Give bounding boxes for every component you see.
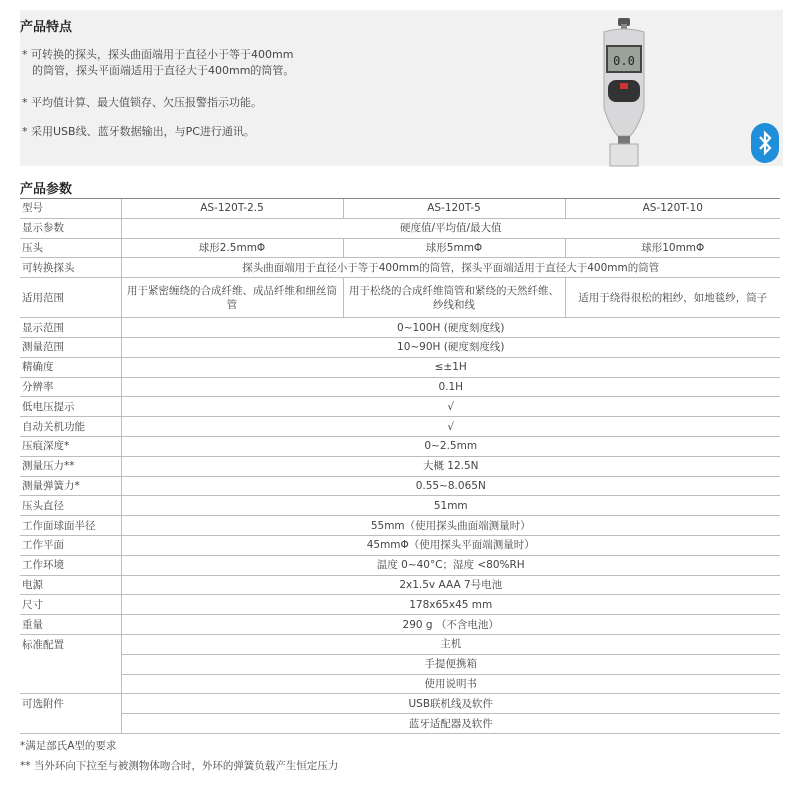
cell: 球形5mmΦ [343,238,565,258]
table-row [20,496,780,516]
row-label: 压头 [20,238,121,258]
row-label: 测量弹簧力* [20,476,121,496]
table-row [20,436,780,456]
table-row [20,357,780,377]
cell: 55mm（使用探头曲面端测量时） [121,516,780,536]
table-row [20,516,780,536]
cell: 51mm [121,496,780,516]
feature-line: * 采用USB线、蓝牙数据输出，与PC进行通讯。 [22,125,255,138]
cell: 使用说明书 [121,674,780,694]
row-label: 工作环境 [20,555,121,575]
row-label: 重量 [20,615,121,635]
cell: 0.1H [121,377,780,397]
cell: 手提便携箱 [121,654,780,674]
row-label: 工作平面 [20,535,121,555]
table-row [20,555,780,575]
row-label: 分辨率 [20,377,121,397]
row-label: 测量范围 [20,337,121,357]
table-row [20,397,780,417]
table-row [20,595,780,615]
cell: 178x65x45 mm [121,595,780,615]
table-row [20,417,780,437]
table-row [20,377,780,397]
cell: 0.55~8.065N [121,476,780,496]
row-label: 可转换探头 [20,258,121,278]
cell: 探头曲面端用于直径小于等于400mm的筒管，探头平面端适用于直径大于400mm的筒管 [121,258,780,278]
row-label: 可选附件 [20,694,121,734]
footnote: ** 当外环向下拉至与被测物体吻合时，外环的弹簧负载产生恒定压力 [20,760,339,772]
table-row [20,456,780,476]
cell: 蓝牙适配器及软件 [121,714,780,734]
cell: USB联机线及软件 [121,694,780,714]
hardness-tester-image [598,18,650,168]
table-row [20,634,780,654]
table-row [20,278,780,318]
table-row [20,199,780,219]
table-row [20,694,780,714]
cell: 45mmΦ（使用探头平面端测量时） [121,535,780,555]
feature-line: 的筒管，探头平面端适用于直径大于400mm的筒管。 [32,64,295,77]
table-row [20,238,780,258]
cell: √ [121,397,780,417]
table-row [20,674,780,694]
table-row [20,714,780,734]
row-label: 标准配置 [20,634,121,693]
features-panel [20,10,783,166]
device-reading: 0.0 [613,54,635,68]
cell: 球形10mmΦ [565,238,780,258]
cell: 用于松绕的合成纤维筒管和紧绕的天然纤维、纱线和线 [343,278,565,318]
row-label: 自动关机功能 [20,417,121,437]
row-label: 精确度 [20,357,121,377]
cell: 10~90H (硬度刻度线) [121,337,780,357]
cell: ≤±1H [121,357,780,377]
row-label: 电源 [20,575,121,595]
cell: 适用于绕得很松的粗纱，如地毯纱，筒子 [565,278,780,318]
cell: √ [121,417,780,437]
bluetooth-icon [751,123,779,163]
row-label: 显示参数 [20,218,121,238]
table-row [20,476,780,496]
row-label: 测量压力** [20,456,121,476]
feature-line: * 平均值计算、最大值锁存、欠压报警指示功能。 [22,96,262,109]
row-label: 显示范围 [20,318,121,338]
row-label: 压痕深度* [20,436,121,456]
spec-table [20,198,780,734]
table-row [20,535,780,555]
row-label: 适用范围 [20,278,121,318]
cell: 0~100H (硬度刻度线) [121,318,780,338]
cell: 硬度值/平均值/最大值 [121,218,780,238]
cell: AS-120T-2.5 [121,199,343,219]
cell: 0~2.5mm [121,436,780,456]
table-row [20,575,780,595]
cell: 用于紧密缠绕的合成纤维、成品纤维和细丝筒管 [121,278,343,318]
features-title: 产品特点 [20,20,73,35]
cell: 主机 [121,634,780,654]
cell: AS-120T-10 [565,199,780,219]
table-row [20,654,780,674]
params-title: 产品参数 [20,182,73,197]
cell: 温度 0~40°C；湿度 <80%RH [121,555,780,575]
table-row [20,218,780,238]
cell: 290 g （不含电池） [121,615,780,635]
row-label: 型号 [20,199,121,219]
cell: 大概 12.5N [121,456,780,476]
row-label: 压头直径 [20,496,121,516]
feature-line: * 可转换的探头，探头曲面端用于直径小于等于400mm [22,48,294,61]
row-label: 工作面球面半径 [20,516,121,536]
row-label: 低电压提示 [20,397,121,417]
cell: 2x1.5v AAA 7号电池 [121,575,780,595]
table-row [20,615,780,635]
table-row [20,318,780,338]
footnote: *满足部氏A型的要求 [20,740,117,752]
table-row [20,337,780,357]
cell: 球形2.5mmΦ [121,238,343,258]
cell: AS-120T-5 [343,199,565,219]
row-label: 尺寸 [20,595,121,615]
table-row [20,258,780,278]
